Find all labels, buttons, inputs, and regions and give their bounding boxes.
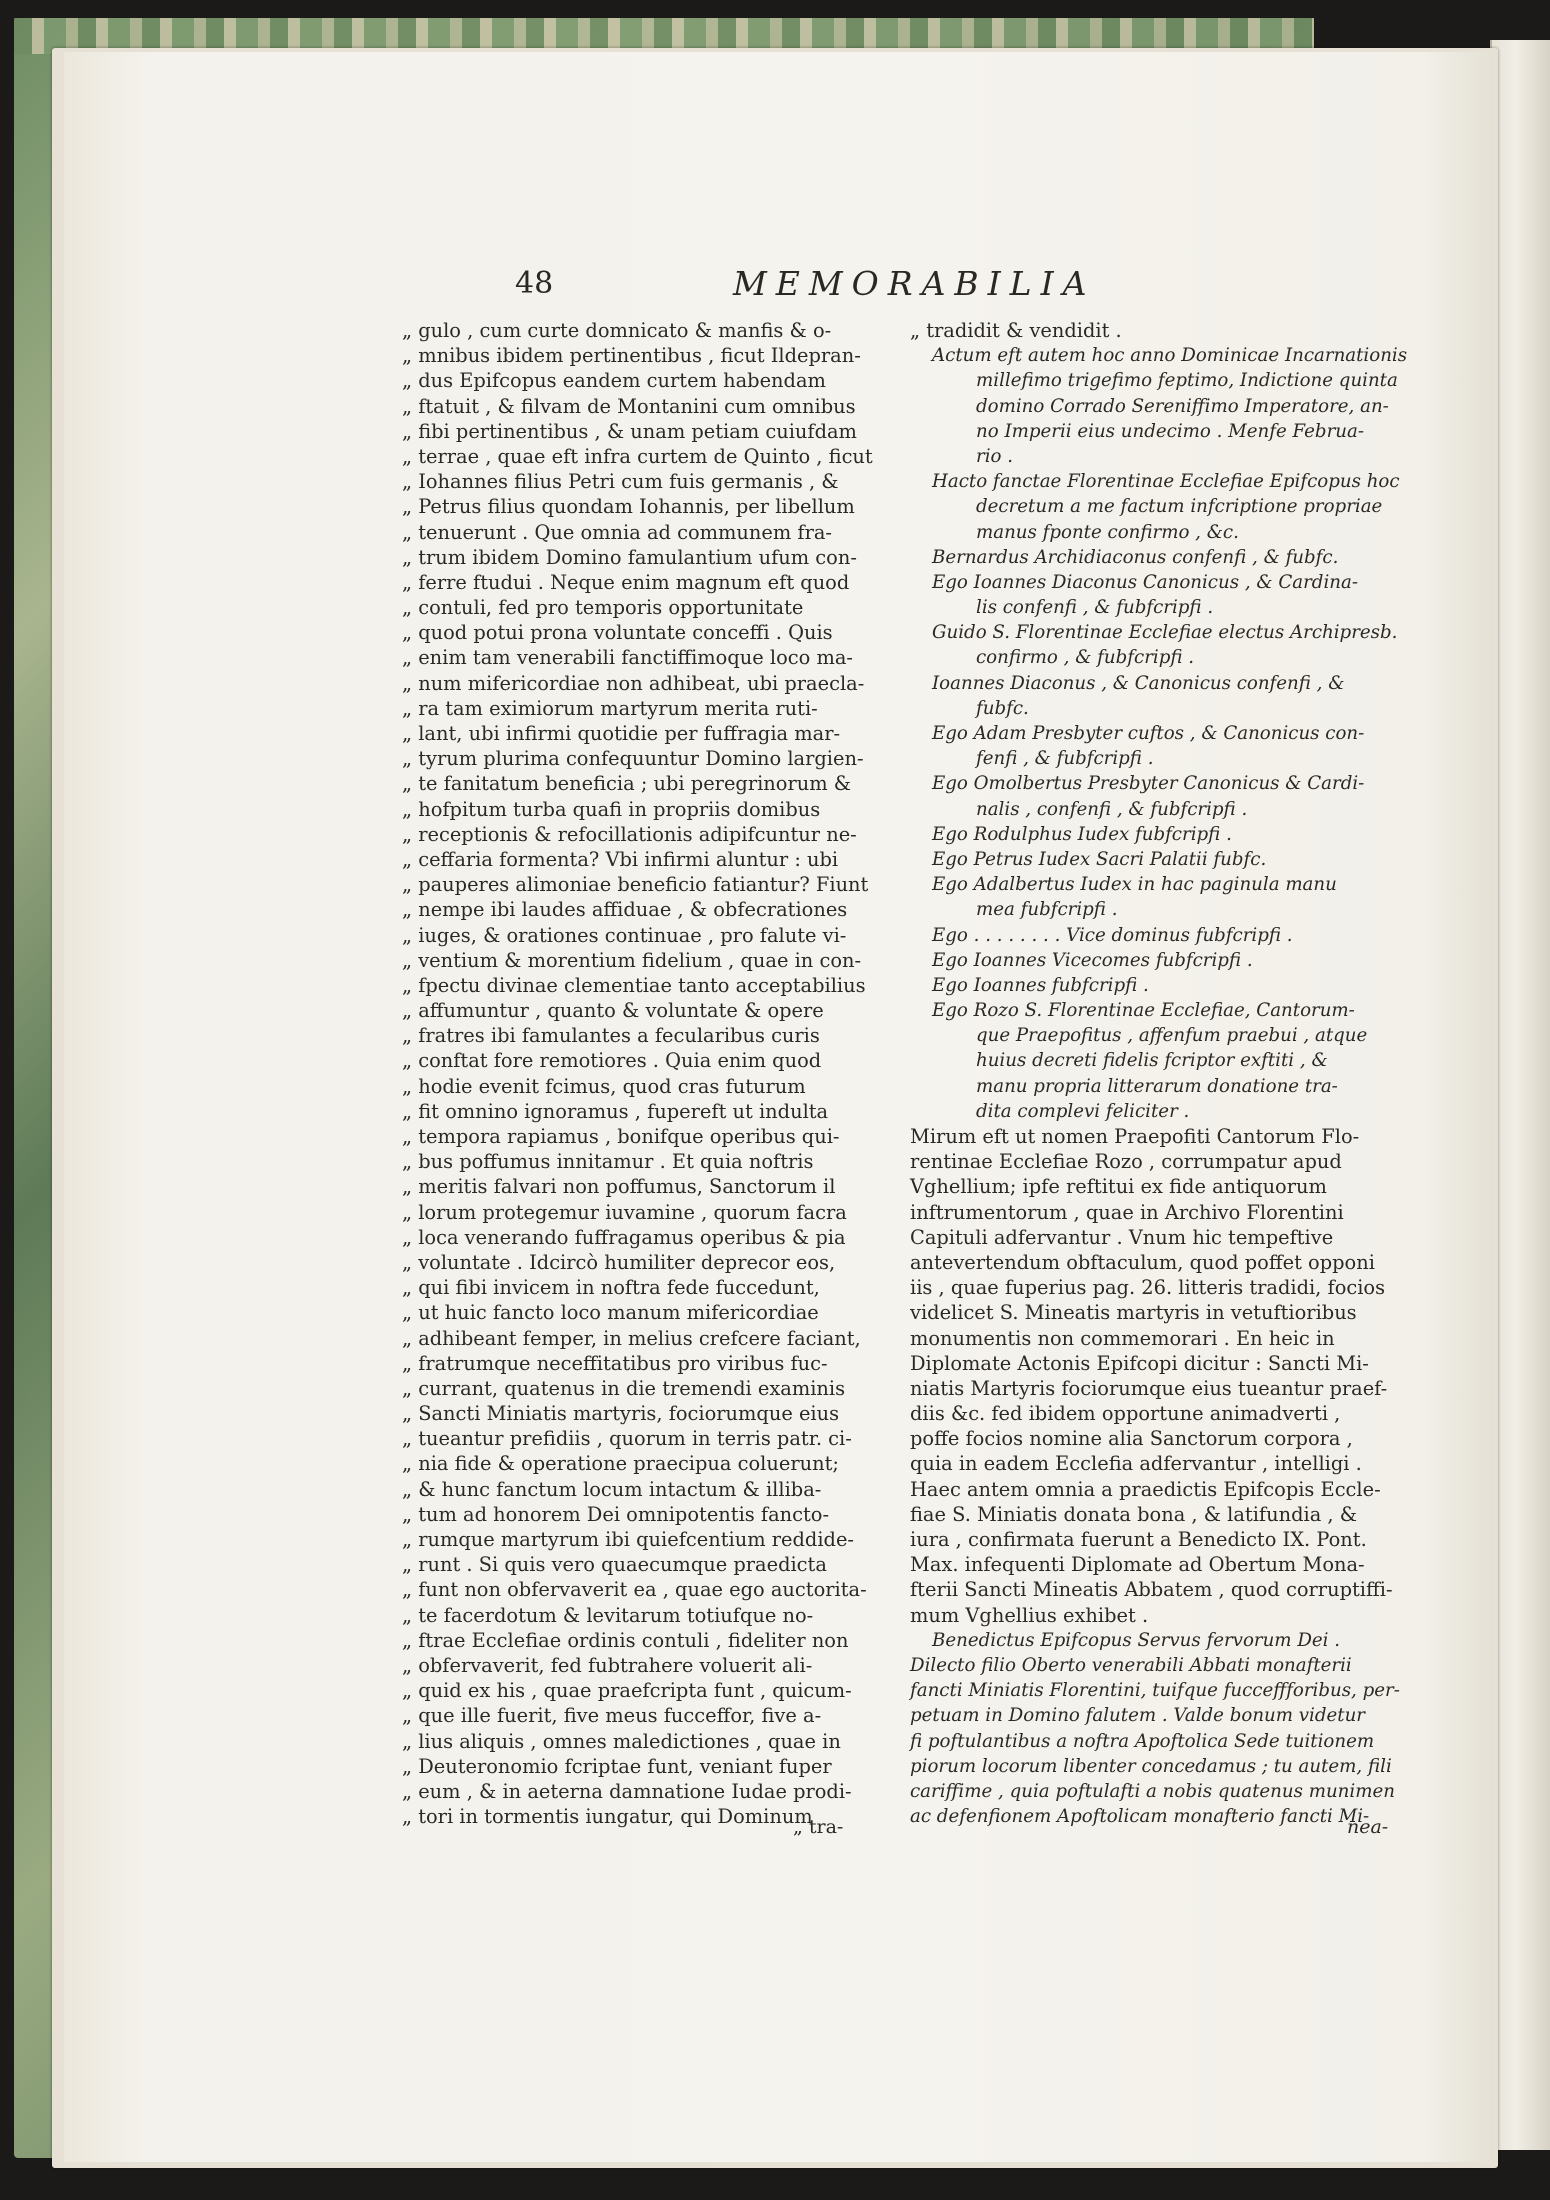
signature-line: Ego Ioannes Vicecomes fubfcripfi .: [932, 949, 1253, 971]
text-line: Diplomate Actonis Epifcopi dicitur : Sancti Mi-: [910, 1351, 1369, 1375]
text-line: „ ferre ftudui . Neque enim magnum eft quod: [402, 570, 850, 594]
signature-line: mea fubfcripfi .: [976, 899, 1118, 921]
bull-line: Dilecto filio Oberto venerabili Abbati monafterii: [910, 1654, 1352, 1676]
text-line: „ hodie evenit fcimus, quod cras futurum: [402, 1074, 806, 1098]
bull-line: fi poftulantibus a noftra Apoftolica Sede tuitionem: [910, 1730, 1375, 1752]
text-line: Max. infequenti Diplomate ad Obertum Mona-: [910, 1553, 1365, 1577]
facing-page-edge: [1490, 40, 1550, 2150]
signature-line: Ioannes Diaconus , & Canonicus confenfi , &: [932, 672, 1345, 694]
text-line: „ tori in tormentis iungatur, qui Dominum: [402, 1805, 813, 1829]
signature-line: Ego Ioannes fubfcripfi .: [932, 974, 1149, 996]
bull-line: cariffime , quia poftulafti a nobis quatenus munimen: [910, 1780, 1395, 1802]
signature-line: rio .: [976, 445, 1014, 467]
signature-line: decretum a me factum infcriptione propriae: [976, 496, 1383, 518]
text-line: „ nia fide & operatione praecipua coluerunt;: [402, 1452, 839, 1476]
signature-line: manus fponte confirmo , &c.: [976, 521, 1239, 543]
text-line: „ dus Epifcopus eandem curtem habendam: [402, 369, 826, 393]
text-line: videlicet S. Mineatis martyris in vetuftioribus: [910, 1301, 1357, 1325]
signature-line: dita complevi feliciter .: [976, 1100, 1190, 1122]
text-line: „ rumque martyrum ibi quiefcentium reddide-: [402, 1528, 854, 1551]
signature-line: Ego Petrus Iudex Sacri Palatii fubfc.: [932, 848, 1267, 870]
text-line: „ Petrus filius quondam Iohannis, per libellum: [402, 495, 855, 519]
signature-line: no Imperii eius undecimo . Menfe Februa-: [976, 420, 1364, 442]
text-line: Mirum eft ut nomen Praepofiti Cantorum Flo-: [910, 1125, 1360, 1148]
signature-line: Ego Adalbertus Iudex in hac paginula manu: [932, 874, 1337, 896]
signature-line: Actum eft autem hoc anno Dominicae Incarnationis: [932, 345, 1408, 367]
text-line: „ affumuntur , quanto & voluntate & opere: [402, 999, 824, 1023]
text-line: „ fratres ibi famulantes a fecularibus curis: [402, 1024, 820, 1048]
text-line: fterii Sancti Mineatis Abbatem , quod corruptiffi-: [910, 1578, 1393, 1602]
text-line: „ tyrum plurima confequuntur Domino largien-: [402, 747, 864, 771]
text-line: „ runt . Si quis vero quaecumque praedicta: [402, 1553, 827, 1577]
text-line: iis , quae fuperius pag. 26. litteris tradidi, focios: [910, 1276, 1386, 1300]
text-line: „ qui fibi invicem in noftra fede fuccedunt,: [402, 1276, 820, 1300]
text-line: „ obfervaverit, fed fubtrahere voluerit ali-: [402, 1653, 813, 1677]
signature-line: huius decreti fidelis fcriptor exftiti , &: [976, 1050, 1328, 1072]
text-line: „ Deuteronomio fcriptae funt, veniant fuper: [402, 1754, 832, 1778]
signature-line: fubfc.: [976, 697, 1029, 719]
text-line: „ fit omnino ignoramus , fupereft ut indulta: [402, 1099, 829, 1123]
text-line: „ adhibeant femper, in melius crefcere faciant,: [402, 1326, 861, 1350]
text-line: „ ftatuit , & filvam de Montanini cum omnibus: [402, 394, 856, 418]
signature-line: Ego . . . . . . . . Vice dominus fubfcripfi .: [932, 924, 1293, 946]
text-line: „ num mifericordiae non adhibeat, ubi praecla-: [402, 671, 865, 695]
text-line: „ fibi pertinentibus , & unam petiam cuiufdam: [402, 419, 857, 443]
left-catchword: „ tra-: [793, 1816, 844, 1838]
text-line: „ receptionis & refocillationis adipifcuntur ne-: [402, 822, 857, 846]
text-line: „ Sancti Miniatis martyris, fociorumque eius: [402, 1402, 840, 1426]
text-line: Vghellium; ipfe reftitui ex fide antiquorum: [910, 1175, 1327, 1199]
signature-line: Ego Rozo S. Florentinae Ecclefiae, Cantorum-: [932, 1000, 1355, 1022]
text-line: „ voluntate . Idcircò humiliter deprecor eos,: [402, 1250, 836, 1274]
bull-line: piorum locorum libenter concedamus ; tu autem, fili: [910, 1755, 1392, 1777]
text-line: „ lius aliquis , omnes maledictiones , quae in: [402, 1729, 841, 1753]
signature-line: Ego Rodulphus Iudex fubfcripfi .: [932, 823, 1232, 845]
text-line: quia in eadem Ecclefia adfervantur , intelligi .: [910, 1452, 1362, 1476]
bull-line: petuam in Domino falutem . Valde bonum videtur: [910, 1705, 1365, 1727]
text-line: inftrumentorum , quae in Archivo Florentini: [910, 1200, 1344, 1224]
text-line: „ Iohannes filius Petri cum fuis germanis , &: [402, 470, 839, 494]
text-line: Haec antem omnia a praedictis Epifcopis Eccle-: [910, 1477, 1381, 1501]
text-line: „ pauperes alimoniae beneficio fatiantur? Fiunt: [402, 873, 869, 897]
text-line: „ funt non obfervaverit ea , quae ego auctorita-: [402, 1578, 867, 1602]
text-line: „ quid ex his , quae praefcripta funt , quicum-: [402, 1679, 852, 1703]
signature-line: fenfi , & fubfcripfi .: [976, 748, 1154, 770]
text-line: „ ventium & morentium fidelium , quae in con-: [402, 948, 862, 972]
text-line: „ ftrae Ecclefiae ordinis contuli , fideliter non: [402, 1628, 849, 1652]
signature-line: Hacto fanctae Florentinae Ecclefiae Epifcopus hoc: [932, 471, 1400, 493]
text-line: „ ra tam eximiorum martyrum merita ruti-: [402, 696, 818, 720]
running-title: MEMORABILIA: [733, 264, 1096, 303]
signature-line: domino Corrado Sereniffimo Imperatore, an-: [976, 395, 1389, 417]
text-line: „ hofpitum turba quafi in propriis domibus: [402, 797, 821, 821]
text-line: „ gulo , cum curte domnicato & manfis & o-: [402, 319, 832, 342]
text-line: „ conftat fore remotiores . Quia enim quod: [402, 1049, 822, 1073]
text-line: „ quod potui prona voluntate conceffi . Quis: [402, 621, 833, 645]
text-line: „ tempora rapiamus , bonifque operibus qui-: [402, 1125, 840, 1148]
text-line: „ fratrumque neceffitatibus pro viribus fuc-: [402, 1351, 828, 1375]
signature-line: millefimo trigefimo feptimo, Indictione quinta: [976, 370, 1398, 392]
signature-line: lis confenfi , & fubfcripfi .: [976, 597, 1214, 619]
text-line: „ tueantur prefidiis , quorum in terris patr. ci-: [402, 1427, 852, 1451]
text-line: „ iuges, & orationes continuae , pro falute vi-: [402, 923, 847, 947]
text-line: „ & hunc fanctum locum intactum & illiba-: [402, 1477, 822, 1501]
text-line: niatis Martyris fociorumque eius tueantur praef-: [910, 1376, 1388, 1400]
text-line: „ trum ibidem Domino famulantium ufum con-: [402, 545, 857, 569]
signature-line: que Praepofitus , affenfum praebui , atque: [976, 1025, 1368, 1047]
text-line: „ tradidit & vendidit .: [910, 319, 1122, 342]
text-line: „ loca venerando fuffragamus operibus & pia: [402, 1225, 846, 1249]
text-line: „ eum , & in aeterna damnatione Iudae prodi-: [402, 1779, 852, 1803]
text-line: rentinae Ecclefiae Rozo , corrumpatur apud: [910, 1150, 1342, 1174]
text-line: „ ceffaria formenta? Vbi infirmi aluntur : ubi: [402, 847, 839, 871]
signature-line: confirmo , & fubfcripfi .: [976, 647, 1195, 669]
text-line: „ lant, ubi infirmi quotidie per fuffragia mar-: [402, 722, 841, 745]
text-line: diis &c. fed ibidem opportune animadverti ,: [910, 1402, 1341, 1426]
text-line: monumentis non commemorari . En heic in: [910, 1326, 1335, 1350]
text-line: „ que ille fuerit, five meus fucceffor, five a-: [402, 1704, 822, 1728]
signature-line: Ego Adam Presbyter cuftos , & Canonicus con-: [932, 723, 1365, 744]
text-line: „ tenuerunt . Que omnia ad communem fra-: [402, 520, 832, 544]
text-line: „ mnibus ibidem pertinentibus , ficut Ildepran-: [402, 344, 861, 368]
text-line: Capituli adfervantur . Vnum hic tempeftive: [910, 1225, 1334, 1249]
signature-line: manu propria litterarum donatione tra-: [976, 1075, 1338, 1097]
text-line: „ te fanitatum beneficia ; ubi peregrinorum &: [402, 772, 852, 796]
signature-line: Ego Omolbertus Presbyter Canonicus & Cardi-: [932, 773, 1365, 795]
text-line: „ te facerdotum & levitarum totiufque no-: [402, 1603, 814, 1627]
text-line: iura , confirmata fuerunt a Benedicto IX. Pont.: [910, 1528, 1367, 1551]
text-line: „ nempe ibi laudes affiduae , & obfecrationes: [402, 898, 848, 922]
text-line: „ bus poffumus innitamur . Et quia noftris: [402, 1150, 814, 1174]
text-line: poffe focios nomine alia Sanctorum corpora ,: [910, 1427, 1353, 1451]
text-line: „ tum ad honorem Dei omnipotentis fancto-: [402, 1502, 829, 1526]
text-line: fiae S. Miniatis donata bona , & latifundia , &: [910, 1502, 1358, 1526]
text-line: „ enim tam venerabili fanctiffimoque loco ma-: [402, 646, 853, 670]
text-line: „ meritis falvari non poffumus, Sanctorum il: [402, 1175, 836, 1199]
text-line: mum Vghellius exhibet .: [910, 1603, 1149, 1627]
signature-line: Guido S. Florentinae Ecclefiae electus Archipresb.: [932, 622, 1398, 644]
page-number: 48: [515, 266, 554, 301]
text-line: „ contuli, fed pro temporis opportunitate: [402, 596, 804, 620]
bull-line: fancti Miniatis Florentini, tuifque fucceffforibus, per-: [910, 1680, 1400, 1702]
text-line: „ currant, quatenus in die tremendi examinis: [402, 1376, 846, 1400]
signature-line: nalis , confenfi , & fubfcripfi .: [976, 798, 1248, 820]
text-line: „ lorum protegemur iuvamine , quorum facra: [402, 1200, 847, 1224]
running-head: [515, 262, 1125, 306]
text-line: „ terrae , quae eft infra curtem de Quinto , ficut: [402, 444, 873, 468]
text-line: „ fpectu divinae clementiae tanto acceptabilius: [402, 973, 866, 997]
text-line: „ ut huic fancto loco manum mifericordiae: [402, 1301, 819, 1325]
signature-line: Ego Ioannes Diaconus Canonicus , & Cardina-: [932, 571, 1358, 593]
text-line: antevertendum obftaculum, quod poffet opponi: [910, 1250, 1375, 1274]
right-column: [910, 318, 1408, 1829]
right-catchword: nea-: [1347, 1816, 1389, 1838]
bull-line: ac defenfionem Apoftolicam monafterio fancti Mi-: [910, 1806, 1370, 1828]
signature-line: Bernardus Archidiaconus confenfi , & fubfc.: [932, 546, 1339, 568]
bull-line: Benedictus Epifcopus Servus fervorum Dei .: [932, 1629, 1341, 1651]
left-column: [402, 318, 880, 1829]
